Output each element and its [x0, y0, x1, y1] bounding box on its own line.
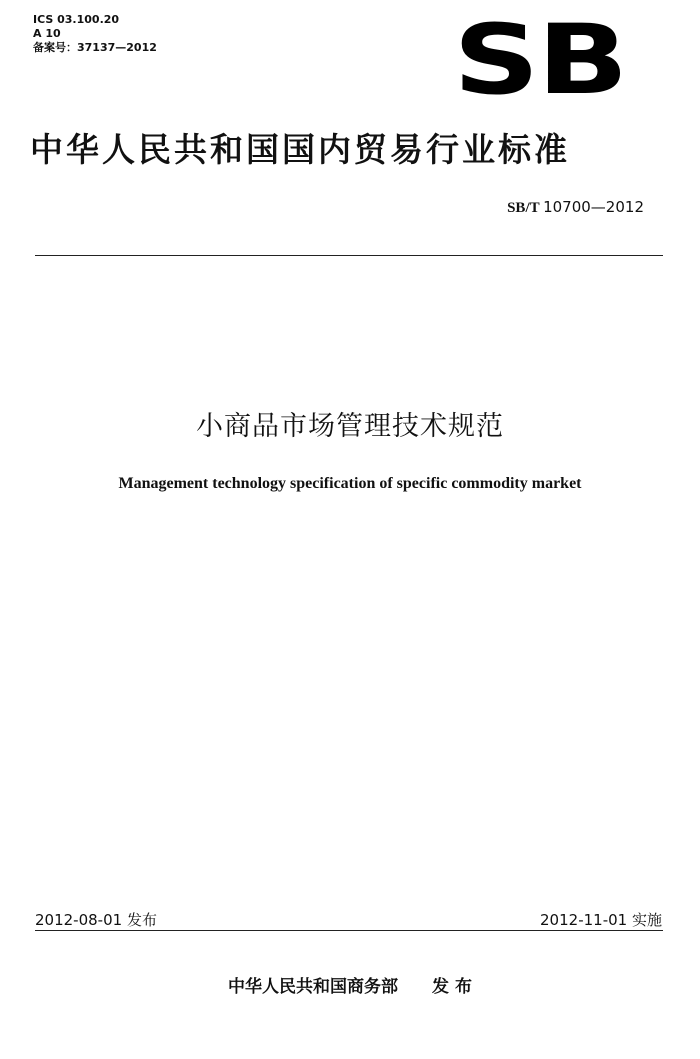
classification-block	[33, 13, 157, 55]
footer-divider	[35, 930, 663, 931]
standard-code: 10700—2012	[543, 198, 644, 216]
publish-label: 发 布	[432, 977, 472, 997]
record-number: 备案号：37137—2012	[33, 41, 157, 54]
implementation-date	[540, 909, 662, 930]
ics-code: ICS 03.100.20	[33, 13, 120, 26]
header-divider	[35, 255, 663, 256]
document-title-english: Management technology specification of specific commodity market	[118, 475, 582, 492]
issue-date	[35, 909, 157, 930]
publisher-line	[0, 972, 700, 997]
standard-prefix: SB/T	[507, 200, 540, 216]
issue-date-label: 发布	[126, 911, 157, 929]
implementation-date-label: 实施	[631, 911, 662, 929]
standard-number	[507, 198, 644, 217]
standard-category-title: 中华人民共和国国内贸易行业标准	[30, 130, 570, 169]
issue-date-value: 2012-08-01	[35, 911, 123, 929]
publisher-name: 中华人民共和国商务部	[228, 977, 399, 997]
document-title-chinese: 小商品市场管理技术规范	[196, 411, 504, 442]
sb-logo: SB	[453, 4, 626, 116]
implementation-date-value: 2012-11-01	[540, 911, 628, 929]
classification-code: A 10	[33, 27, 61, 40]
